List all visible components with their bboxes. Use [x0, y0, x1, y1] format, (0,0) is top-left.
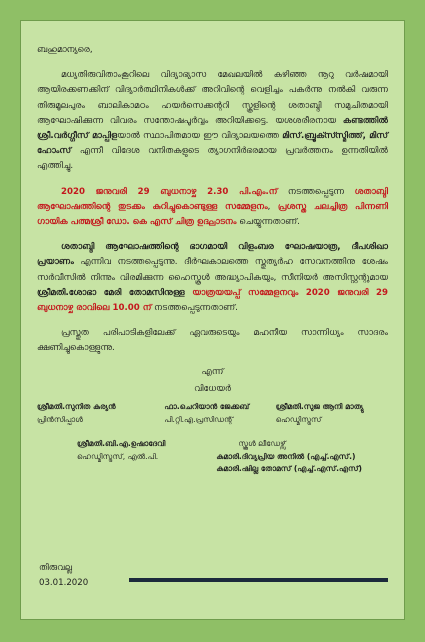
yours-faithfully: വിധേയർ [194, 383, 231, 394]
signatory-name: ശ്രീമതി.ബി.എ.ഉഷാദേവി [77, 439, 166, 449]
chief-guest: പ്രശസ്ത ചലച്ചിത്ര പിന്നണി ഗായിക പത്മശ്രീ ഡോ. കെ എസ് ചിത്ര ഉദ്ഘാടനം [37, 201, 388, 228]
school-leaders [216, 438, 362, 476]
centenary-meeting: ശതാബ്ദി ആഘോഷത്തിന്റെ തുടക്കം കുറിച്ചുകൊണ്ടുള്ള സമ്മേളനം [37, 186, 388, 212]
events-text-a: എന്നിവ നടത്തപ്പെടുന്നു. ദീർഘകാലത്തെ സ്തുത്യർഹ സേവനത്തിനു ശേഷം സർവീസിൽ നിന്നും വിരമിക്കുന്ന ഹൈസ്കൂൾ അദ്ധ്യാപികയും, സീനിയർ അസിസ്റ്റന്റുമായ [37, 257, 388, 283]
school-leader-2: കുമാരി.ഷില്ല തോമസ് (എച്ച്.എസ്.എസ്) [216, 464, 362, 474]
retiring-teacher: ശ്രീമതി.ശോഭാ മേരി തോമസിനുള്ള [37, 287, 193, 298]
school-leader-1: കുമാരി.ദിവ്യപ്രിയ അനിൽ (എച്ച്.എസ്.) [216, 451, 356, 461]
closing-text: എന്ന് [201, 366, 224, 377]
invitation-paragraph: പ്രസ്തുത പരിപാടികളിലേക്ക് ഏവരുടെയും മഹനീയ സാന്നിധ്യം സാദരം ക്ഷണിച്ചുകൊള്ളുന്നു. [37, 328, 388, 354]
place-date [39, 561, 88, 591]
signatories-row-1 [37, 401, 388, 426]
signatory-name: ശ്രീമതി.സുനിത കുര്യൻ [37, 402, 116, 412]
signatory-headmistress [276, 401, 388, 426]
inauguration-paragraph [37, 185, 388, 231]
signatory-pta-president [156, 401, 268, 426]
inauguration-text-a: നടത്തപ്പെടുന്ന [277, 186, 355, 197]
signatory-name: ഫാ.ചെറിയാൻ ജേക്കബ് [164, 402, 250, 412]
farewell-meeting: യാത്രയയപ്പ് സമ്മേളനവും 2020 ജനുവരി 29 ബുധനാഴ്ച രാവിലെ 10.00 ന് [37, 287, 388, 314]
history-text-a: മധ്യതിരുവിതാംകൂറിലെ വിദ്യാഭ്യാസ മേഖലയിൽ കഴിഞ്ഞ നൂറു വർഷമായി ആയിരക്കണക്കിന് വിദ്യാർത്ഥിനികൾക്ക് അറിവിന്റെ വെളിച്ചം പകർന്നു നൽകി വരുന്ന തിരുമൂലപുരം ബാലികാമഠം ഹയർസെക്കന്ററി സ്കൂളിന്റെ ശതാബ്ദി സമുചിതമായി ആഘോഷിക്കുന്ന വിവരം സന്തോഷപൂർവ്വം അറിയിക്കട്ടെ. യശശരീരനായ [37, 70, 388, 126]
date: 03.01.2020 [39, 578, 89, 588]
founder-name: കണ്ടത്തിൽ ശ്രീ.വർഗ്ഗീസ് മാപ്പിള [37, 115, 388, 142]
history-text-c: എന്നീ വിദേശ വനിതകളുടെ ത്യാഗനിർഭരമായ പ്രവർത്തനം ഉന്നതിയിൽ എത്തിച്ചു. [37, 146, 388, 172]
events-paragraph [37, 240, 388, 316]
signatory-name: ശ്രീമതി.സുജ ആനി മാത്യു [275, 402, 364, 412]
events-text-b: നടത്തപ്പെടുന്നതാണ്. [151, 303, 238, 314]
school-leaders-title: സ്കൂൾ ലീഡേഴ്സ് [238, 439, 286, 449]
signatory-lp-headmistress [77, 438, 165, 476]
inauguration-datetime: 2020 ജനുവരി 29 ബുധനാഴ്ച 2.30 പി.എം.ന് [61, 186, 278, 197]
signatories-row-2 [37, 438, 388, 476]
salutation: ബഹുമാന്യരെ, [37, 45, 93, 55]
inauguration-text-c: ചെയ്യുന്നതാണ്. [236, 217, 300, 228]
history-paragraph [37, 68, 388, 174]
signatory-role: ഹെഡ്മിസ്ട്രസ്, എൽ.പി. [77, 451, 159, 461]
signatory-role: പ്രിൻസിപ്പാൾ [37, 414, 83, 424]
signatory-role: പി.റ്റി.എ.പ്രസിഡന്റ് [164, 414, 234, 424]
inauguration-text-b: , [267, 201, 278, 212]
missionaries-names: മിസ്.ബ്രൂക്സ്സ്മിത്ത്, മിസ് ഹോംസ് [37, 131, 388, 157]
footer-rule [129, 578, 388, 582]
signatory-role: ഹെഡ്മിസ്ട്രസ് [275, 414, 322, 424]
signatory-principal [37, 401, 149, 426]
invitation-card [20, 20, 405, 620]
history-text-b: യാൽ സ്ഥാപിതമായ ഈ വിദ്യാലയത്തെ [117, 131, 283, 142]
procession-events: ശതാബ്ദി ആഘോഷത്തിന്റെ ഭാഗമായി വിളംബര ഘോഷയാത്ര, ദീപശിഖാ പ്രയാണം [37, 242, 388, 268]
place: തിരുവല്ല [39, 563, 73, 573]
